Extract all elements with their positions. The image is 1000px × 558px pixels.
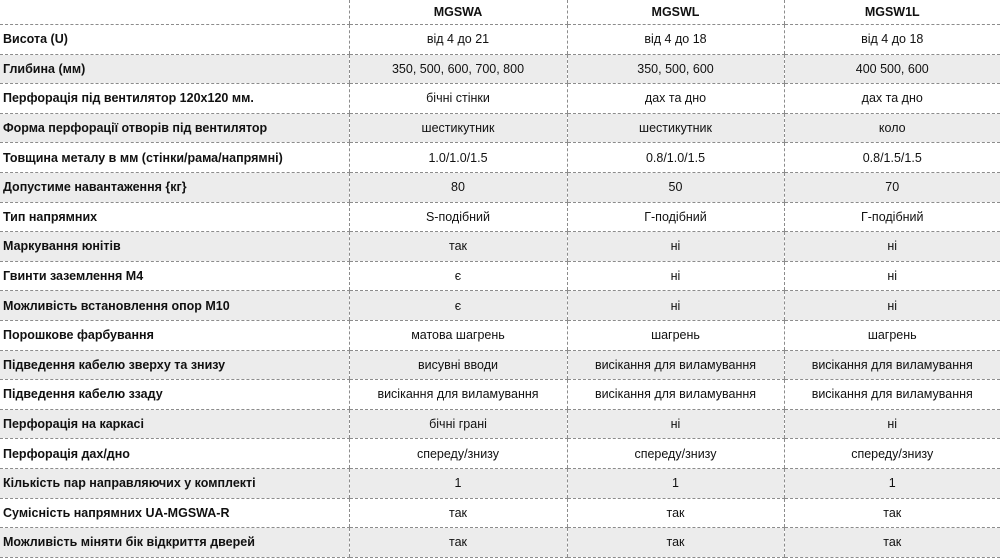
table-cell: 80 [349, 172, 567, 202]
table-cell: 400 500, 600 [784, 54, 1000, 84]
row-label: Підведення кабелю зверху та знизу [0, 350, 349, 380]
table-cell: так [784, 528, 1000, 558]
table-cell: дах та дно [567, 84, 784, 114]
row-label: Глибина (мм) [0, 54, 349, 84]
table-cell: спереду/знизу [567, 439, 784, 469]
table-cell: є [349, 261, 567, 291]
row-label: Товщина металу в мм (стінки/рама/напрямні) [0, 143, 349, 173]
table-cell: шагрень [567, 320, 784, 350]
row-label: Допустиме навантаження {кг} [0, 172, 349, 202]
row-label: Сумісність напрямних UA-MGSWA-R [0, 498, 349, 528]
table-cell: ні [567, 261, 784, 291]
table-row [0, 498, 1000, 528]
table-cell: 0.8/1.5/1.5 [784, 143, 1000, 173]
header-cell-mgswl: MGSWL [567, 0, 784, 25]
table-row [0, 320, 1000, 350]
table-cell: від 4 до 21 [349, 25, 567, 55]
table-cell: висікання для виламування [567, 350, 784, 380]
row-label: Можливість встановлення опор М10 [0, 291, 349, 321]
table-cell: 1.0/1.0/1.5 [349, 143, 567, 173]
table-row [0, 202, 1000, 232]
table-cell: ні [567, 291, 784, 321]
table-cell: ні [567, 232, 784, 262]
header-cell-mgsw1l: MGSW1L [784, 0, 1000, 25]
table-row [0, 350, 1000, 380]
table-row [0, 261, 1000, 291]
table-cell: Г-подібний [567, 202, 784, 232]
row-label: Перфорація дах/дно [0, 439, 349, 469]
table-cell: ні [784, 261, 1000, 291]
table-cell: бічні грані [349, 409, 567, 439]
table-cell: висікання для виламування [567, 380, 784, 410]
table-cell: Г-подібний [784, 202, 1000, 232]
header-cell-empty [0, 0, 349, 25]
table-cell: 70 [784, 172, 1000, 202]
table-cell: так [349, 528, 567, 558]
table-row [0, 528, 1000, 558]
table-cell: спереду/знизу [349, 439, 567, 469]
table-cell: 350, 500, 600 [567, 54, 784, 84]
table-cell: так [567, 528, 784, 558]
table-cell: дах та дно [784, 84, 1000, 114]
table-cell: ні [784, 409, 1000, 439]
table-cell: так [567, 498, 784, 528]
table-row [0, 84, 1000, 114]
table-cell: висікання для виламування [784, 380, 1000, 410]
header-row [0, 0, 1000, 25]
row-label: Можливість міняти бік відкриття дверей [0, 528, 349, 558]
row-label: Перфорація на каркасі [0, 409, 349, 439]
header-cell-mgswa: MGSWA [349, 0, 567, 25]
table-row [0, 291, 1000, 321]
table-cell: 1 [567, 468, 784, 498]
table-cell: шестикутник [567, 113, 784, 143]
table-cell: так [349, 498, 567, 528]
table-cell: матова шагрень [349, 320, 567, 350]
table-cell: S-подібний [349, 202, 567, 232]
table-cell: ні [567, 409, 784, 439]
table-cell: 1 [784, 468, 1000, 498]
row-label: Маркування юнітів [0, 232, 349, 262]
table-row [0, 113, 1000, 143]
table-cell: 0.8/1.0/1.5 [567, 143, 784, 173]
table-row [0, 143, 1000, 173]
table-cell: від 4 до 18 [784, 25, 1000, 55]
table-row [0, 54, 1000, 84]
table-cell: коло [784, 113, 1000, 143]
table-cell: 50 [567, 172, 784, 202]
table-row [0, 172, 1000, 202]
table-cell: бічні стінки [349, 84, 567, 114]
row-label: Форма перфорації отворів під вентилятор [0, 113, 349, 143]
row-label: Висота (U) [0, 25, 349, 55]
row-label: Гвинти заземлення М4 [0, 261, 349, 291]
table-cell: ні [784, 291, 1000, 321]
table-row [0, 232, 1000, 262]
table-cell: так [784, 498, 1000, 528]
table-body [0, 25, 1000, 558]
table-cell: 350, 500, 600, 700, 800 [349, 54, 567, 84]
table-cell: є [349, 291, 567, 321]
table-cell: висувні вводи [349, 350, 567, 380]
table-cell: шестикутник [349, 113, 567, 143]
table-cell: 1 [349, 468, 567, 498]
row-label: Порошкове фарбування [0, 320, 349, 350]
table-cell: висікання для виламування [784, 350, 1000, 380]
table-row [0, 468, 1000, 498]
table-row [0, 409, 1000, 439]
row-label: Підведення кабелю ззаду [0, 380, 349, 410]
row-label: Тип напрямних [0, 202, 349, 232]
row-label: Перфорація під вентилятор 120х120 мм. [0, 84, 349, 114]
table-row [0, 439, 1000, 469]
table-cell: висікання для виламування [349, 380, 567, 410]
table-cell: від 4 до 18 [567, 25, 784, 55]
table-cell: так [349, 232, 567, 262]
table-cell: шагрень [784, 320, 1000, 350]
row-label: Кількість пар направляючих у комплекті [0, 468, 349, 498]
table-cell: спереду/знизу [784, 439, 1000, 469]
table-row [0, 25, 1000, 55]
table-row [0, 380, 1000, 410]
table-cell: ні [784, 232, 1000, 262]
